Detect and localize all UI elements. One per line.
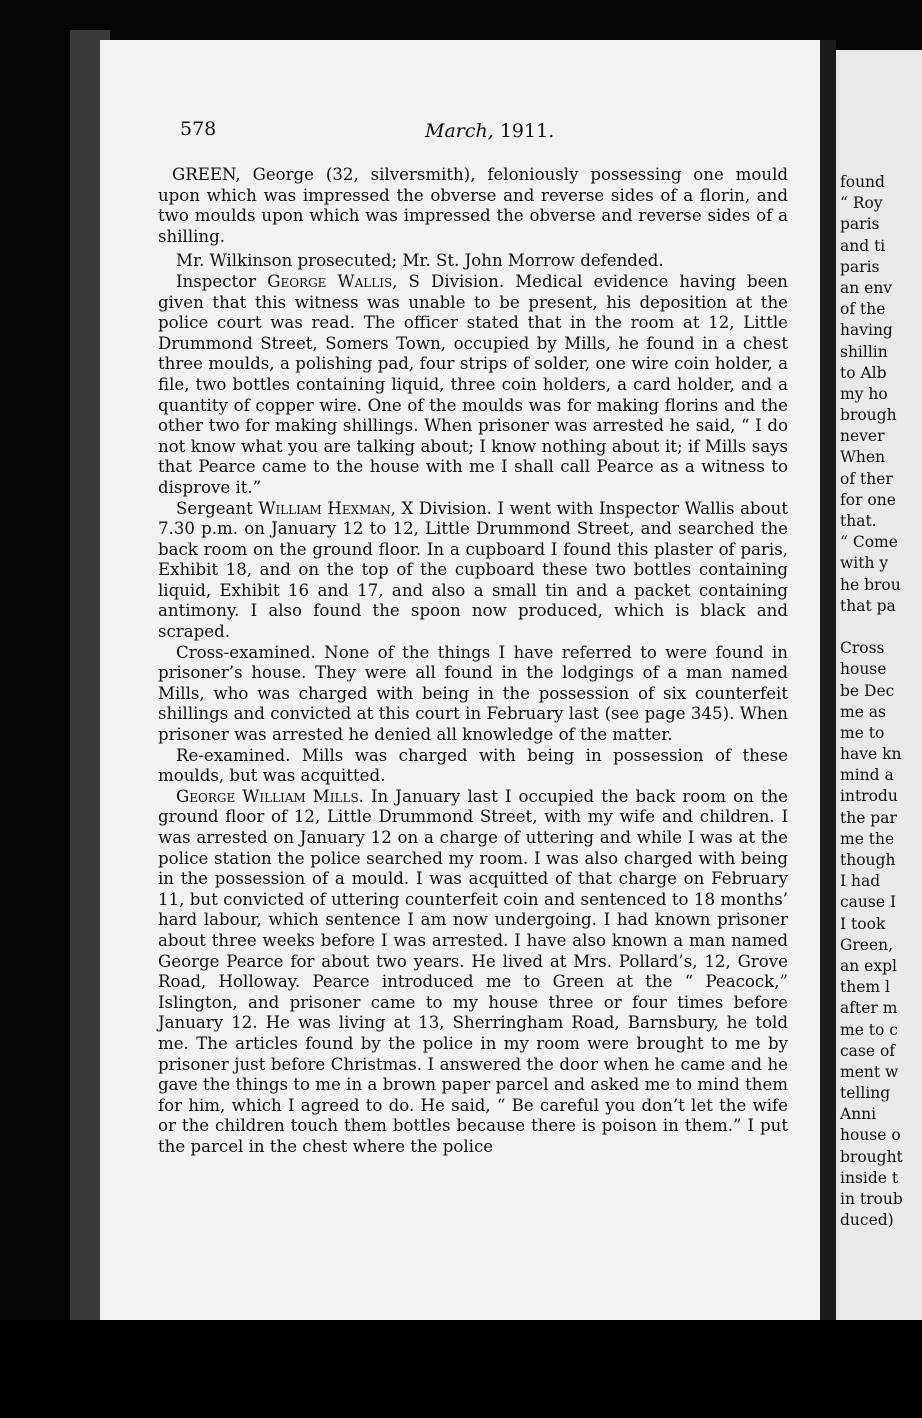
right-page-line: after m — [840, 999, 898, 1018]
witness-name-mills: George William Mills — [176, 786, 359, 806]
page-header — [180, 118, 800, 148]
cross-examination-paragraph: Cross-examined. None of the things I have referred to were found in prisoner’s house. They were all found in the lodgings of a man named Mills, who was charged with being in the possession of six counterfeit shillings and convicted at this court in February last (see page 345). When prisoner was arrested he denied all knowledge of the matter. — [158, 642, 788, 745]
right-page-line: Cross — [840, 639, 885, 658]
right-page-line: brough — [840, 406, 897, 425]
right-page-line: duced) — [840, 1211, 894, 1230]
right-page-line: cause I — [840, 893, 897, 912]
hexman-text: , X Division. I went with Inspector Wallis about 7.30 p.m. on January 12 to 12, Little Drummond Street, and searched the back room on the ground floor. In a cupboard I found this plaster of paris, Exhibit 18, and on the top of the cupboard these two bottles containing liquid, Exhibit 16 and 17, and also a small tin and a packet containing antimony. I also found the spoon now produced, which is black and scraped. — [158, 498, 789, 642]
right-page-line: inside t — [840, 1168, 899, 1187]
right-page-line: for one — [840, 490, 896, 509]
right-page-line: me to — [840, 723, 885, 742]
case-heading-paragraph: GREEN, George (32, silversmith), feloniously possessing one mould upon which was impressed the obverse and reverse sides of a florin, and two moulds upon which was impressed the obverse and reverse sides of a shilling. — [158, 165, 788, 246]
right-page-line — [840, 617, 922, 638]
right-page-line: my ho — [840, 384, 888, 403]
right-page-line: paris — [840, 257, 880, 276]
right-page-line: ment w — [840, 1062, 899, 1081]
running-head — [425, 120, 554, 142]
mills-testimony — [158, 787, 788, 1158]
right-page-line: have kn — [840, 745, 902, 764]
right-page-line: Anni — [840, 1105, 877, 1124]
right-page-line: “ Roy — [840, 194, 883, 213]
right-page-line: house o — [840, 1126, 901, 1145]
right-page-line: an env — [840, 278, 893, 297]
right-page-line: never — [840, 427, 885, 446]
right-page-line: he brou — [840, 575, 901, 594]
counsel-paragraph: Mr. Wilkinson prosecuted; Mr. St. John Morrow defended. — [176, 251, 664, 271]
right-page-line: of ther — [840, 469, 893, 488]
right-page-line: telling — [840, 1084, 891, 1103]
right-page-line: “ Come — [840, 533, 898, 552]
right-page-line: introdu — [840, 787, 898, 806]
right-page-line: mind a — [840, 766, 894, 785]
book-gutter — [820, 40, 836, 1330]
right-page-line: brought — [840, 1147, 903, 1166]
right-page-line: though — [840, 851, 896, 869]
wallis-testimony — [158, 272, 788, 499]
right-page-line: me to c — [840, 1020, 898, 1039]
right-page-line: the par — [840, 808, 897, 827]
right-page-fragment — [836, 50, 922, 1330]
right-page-line: to Alb — [840, 363, 887, 382]
right-page-line: I had — [840, 872, 881, 891]
right-page-line: of the — [840, 300, 886, 319]
right-page-line: that pa — [840, 596, 896, 615]
witness-name-hexman: William Hexman — [258, 498, 391, 518]
right-page-text — [840, 172, 922, 1231]
page-number: 578 — [180, 118, 217, 140]
right-page-line: having — [840, 321, 893, 340]
right-page-line: I took — [840, 914, 886, 933]
right-page-line: me the — [840, 829, 895, 848]
right-page-line: them l — [840, 978, 890, 997]
right-page-line: When — [840, 448, 886, 467]
right-page-line: house — [840, 660, 887, 679]
right-page-line: be Dec — [840, 681, 895, 700]
wallis-lead: Inspector — [176, 271, 257, 291]
right-page-line: paris — [840, 215, 880, 234]
running-head-month: March, — [425, 120, 494, 142]
re-examination-paragraph: Re-examined. Mills was charged with being in possession of these moulds, but was acquitted. — [158, 745, 788, 786]
bottom-dark-band — [0, 1320, 922, 1418]
right-page-line: and ti — [840, 236, 886, 255]
right-page-line: found — [840, 173, 885, 191]
right-page-line: that. — [840, 512, 877, 530]
right-page-line: case of — [840, 1041, 896, 1060]
right-page-line: an expl — [840, 956, 897, 975]
page-body — [158, 165, 788, 1158]
right-page-line: shillin — [840, 342, 888, 361]
hexman-testimony — [158, 499, 788, 643]
hexman-lead: Sergeant — [176, 498, 253, 518]
right-page-line: Green, — [840, 935, 894, 954]
wallis-text: , S Division. Medical evidence having been given that this witness was unable to be present, his deposition at the police court was read. The officer stated that in the room at 12, Little Drummond Street, Somers Town, occupied by Mills, he found in a chest three moulds, a polishing pad, four strips of solder, one wire coin holder, a file, two bottles containing liquid, three coin holders, a card holder, and a quantity of copper wire. One of the moulds was for making florins and the other two for making shillings. When prisoner was arrested he said, “ I do not know what you are talking about; I know nothing about it; if Mills says that Pearce came to the house with me I shall call Pearce as a witness to disprove it.” — [158, 271, 788, 497]
right-page-line: with y — [840, 554, 889, 573]
mills-text: . In January last I occupied the back room on the ground floor of 12, Little Drummond Street, with my wife and children. I was arrested on January 12 on a charge of uttering and while I was at the police station the police searched my room. I was also charged with being in the possession of a mould. I was acquitted of that charge on February 11, but convicted of uttering counterfeit coin and sentenced to 18 months’ hard labour, which sentence I am now undergoing. I had known prisoner about three weeks before I was arrested. I have also known a man named George Pearce for about two years. He lived at Mrs. Pollard’s, 12, Grove Road, Holloway. Pearce introduced me to Green at the “ Peacock,” Islington, and prisoner came to my house three or four times before January 12. He was living at 13, Sherringham Road, Barnsbury, he told me. The articles found by the police in my room were brought to me by prisoner just before Christmas. I answered the door when he came and he gave the things to me in a brown paper parcel and asked me to mind them for him, which I agreed to do. He said, “ Be careful you don’t let the wife or the children touch them bottles because there is poison in them.” I put the parcel in the chest where the police — [158, 786, 788, 1156]
running-head-year: 1911. — [499, 120, 555, 142]
right-page-line: in troub — [840, 1190, 903, 1208]
witness-name-wallis: George Wallis — [267, 271, 393, 291]
right-page-line: me as — [840, 702, 886, 721]
